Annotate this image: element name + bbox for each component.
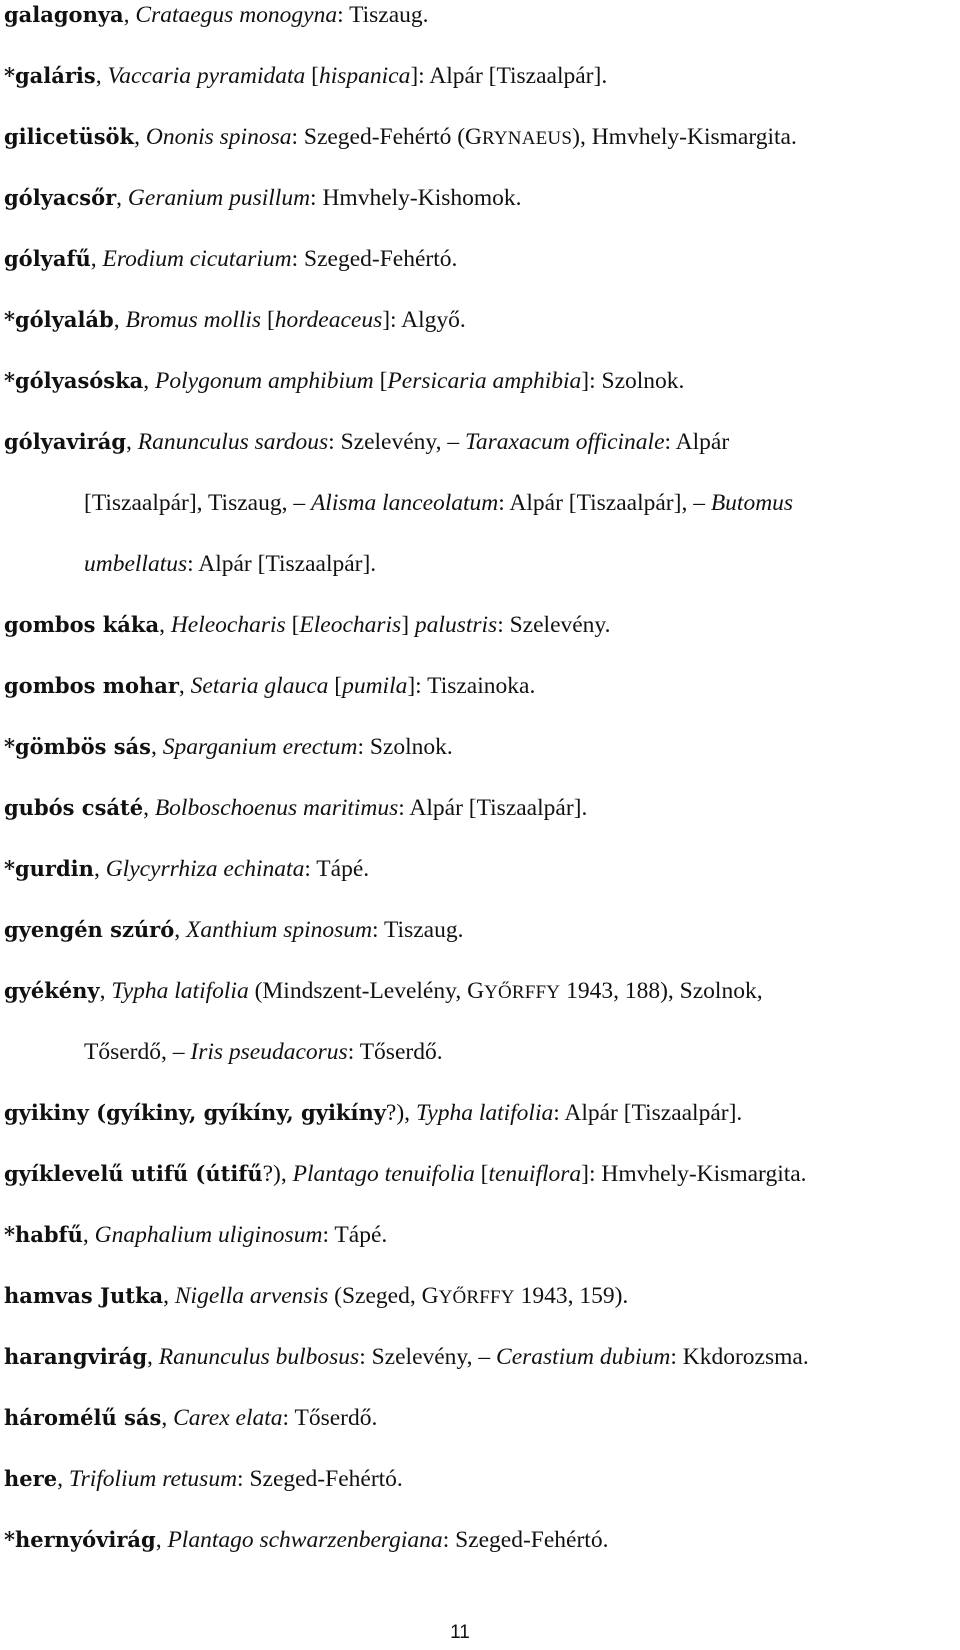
entry-text: : Szeged-Fehértó. xyxy=(291,246,458,272)
entry-text: , xyxy=(95,63,108,89)
entry-text: [ xyxy=(328,673,343,699)
latin-name: Heleocharis xyxy=(170,612,286,638)
headword: gombos mohar xyxy=(4,673,179,698)
latin-name: Nigella arvensis xyxy=(174,1283,329,1309)
entry-text: ]: Alpár [Tiszaalpár]. xyxy=(410,63,608,89)
entry-text: : Tőserdő. xyxy=(347,1039,443,1065)
entry-text: ]: Szolnok. xyxy=(581,368,685,394)
entry-line xyxy=(4,244,954,305)
latin-name: Ranunculus bulbosus xyxy=(158,1344,360,1370)
latin-name: Glycyrrhiza echinata xyxy=(105,856,305,882)
entry-line xyxy=(4,976,954,1037)
entry-line xyxy=(4,732,954,793)
entry-text: ?), xyxy=(262,1161,293,1187)
latin-name: Butomus xyxy=(710,490,794,516)
entry-text: 1943, 188), Szolnok, xyxy=(560,978,763,1004)
entry-line xyxy=(4,1098,954,1159)
latin-name: Iris pseudacorus xyxy=(190,1039,348,1065)
latin-name: Typha latifolia xyxy=(111,978,249,1004)
headword: *gólyasóska xyxy=(4,368,144,393)
headword: gubós csáté xyxy=(4,795,144,820)
headword: galagonya xyxy=(4,2,124,27)
entry-text: : Kkdorozsma. xyxy=(670,1344,809,1370)
entry-text: , xyxy=(57,1466,69,1492)
entry-text: : Szelevény. xyxy=(497,612,611,638)
latin-name: Erodium cicutarium xyxy=(102,246,292,272)
headword: *gurdin xyxy=(4,856,94,881)
latin-name: Trifolium retusum xyxy=(68,1466,238,1492)
entry-text: , xyxy=(90,246,103,272)
entry-text: : Szeged-Fehértó. xyxy=(237,1466,403,1492)
entry-text: : Szelevény, – xyxy=(328,429,465,455)
entry-text: : Tápé. xyxy=(322,1222,388,1248)
entry-text: : Alpár [Tiszaalpár], – xyxy=(498,490,711,516)
latin-name: Xanthium spinosum xyxy=(185,917,373,943)
entry-text: ]: Tiszainoka. xyxy=(407,673,536,699)
entry-text: , xyxy=(123,2,136,28)
latin-name: Bromus mollis xyxy=(125,307,262,333)
entry-text: , xyxy=(161,1405,174,1431)
author-smallcaps: YŐRFFY xyxy=(438,1287,515,1308)
entry-text: ?), xyxy=(385,1100,416,1126)
entry-continuation-line xyxy=(4,488,954,549)
latin-name: Typha latifolia xyxy=(415,1100,554,1126)
entry-text: [ xyxy=(285,612,300,638)
entry-line xyxy=(4,610,954,671)
latin-name: Cerastium dubium xyxy=(496,1344,671,1370)
entry-text: , xyxy=(143,795,155,821)
latin-name: pumila xyxy=(342,673,408,699)
entry-line xyxy=(4,305,954,366)
latin-name: Gnaphalium uliginosum xyxy=(94,1222,323,1248)
headword: *habfű xyxy=(4,1222,83,1247)
entry-text: [ xyxy=(373,368,388,394)
entry-text: , xyxy=(159,612,171,638)
entry-text: (Szeged, G xyxy=(328,1283,439,1309)
entry-line xyxy=(4,1220,954,1281)
latin-name: Carex elata xyxy=(173,1405,283,1431)
latin-name: Polygonum amphibium xyxy=(155,368,374,394)
entry-text: ] xyxy=(401,612,415,638)
entry-line xyxy=(4,366,954,427)
entry-line xyxy=(4,122,954,183)
entry-line xyxy=(4,0,954,61)
entry-text: : Tiszaug. xyxy=(337,2,429,28)
latin-name: Ononis spinosa xyxy=(145,124,292,150)
entry-text: , xyxy=(93,856,106,882)
entry-line xyxy=(4,793,954,854)
latin-name: Plantago tenuifolia xyxy=(292,1161,475,1187)
headword: harangvirág xyxy=(4,1344,148,1369)
glossary-entries xyxy=(4,0,954,1586)
entry-text: : Szelevény, – xyxy=(359,1344,497,1370)
entry-text: , xyxy=(134,124,146,150)
entry-text: : Alpár [Tiszaalpár]. xyxy=(187,551,377,577)
entry-line xyxy=(4,427,954,488)
entry-text: [ xyxy=(305,63,319,89)
entry-line xyxy=(4,1159,954,1220)
entry-text: (Mindszent-Levelény, G xyxy=(248,978,485,1004)
headword: gyikiny (gyíkiny, gyíkíny, gyikíny xyxy=(4,1100,386,1125)
latin-name: Ranunculus sardous xyxy=(137,429,329,455)
headword: gombos káka xyxy=(4,612,160,637)
entry-text: , xyxy=(143,368,156,394)
entry-text: : Alpár [Tiszaalpár]. xyxy=(398,795,588,821)
latin-name: Eleocharis xyxy=(299,612,402,638)
entry-text: : Tőserdő. xyxy=(282,1405,378,1431)
entry-line xyxy=(4,1342,954,1403)
latin-name: Bolboschoenus maritimus xyxy=(154,795,399,821)
latin-name: Geranium pusillum xyxy=(127,185,311,211)
entry-text: [Tiszaalpár], Tiszaug, – xyxy=(84,490,311,516)
entry-text: [ xyxy=(474,1161,489,1187)
entry-line xyxy=(4,1525,954,1586)
entry-text: 1943, 159). xyxy=(514,1283,629,1309)
latin-name: tenuiflora xyxy=(488,1161,582,1187)
headword: gólyacsőr xyxy=(4,185,117,210)
headword: gyíklevelű utifű (útifű xyxy=(4,1161,263,1186)
entry-text: : Tiszaug. xyxy=(372,917,464,943)
headword: gólyafű xyxy=(4,246,91,271)
entry-line xyxy=(4,1403,954,1464)
entry-text: : Tápé. xyxy=(304,856,370,882)
latin-name: hordeaceus xyxy=(274,307,383,333)
entry-text: , xyxy=(178,673,191,699)
latin-name: Setaria glauca xyxy=(190,673,329,699)
entry-text: : Szeged-Fehértó (G xyxy=(291,124,483,150)
latin-name: Vaccaria pyramidata xyxy=(107,63,306,89)
entry-line xyxy=(4,854,954,915)
entry-text: , xyxy=(126,429,138,455)
entry-continuation-line xyxy=(4,549,954,610)
entry-line xyxy=(4,183,954,244)
page-number: 11 xyxy=(450,1622,470,1643)
headword: *gólyaláb xyxy=(4,307,114,332)
entry-text: : Alpár [Tiszaalpár]. xyxy=(553,1100,743,1126)
entry-text: , xyxy=(82,1222,95,1248)
entry-text: : Szeged-Fehértó. xyxy=(442,1527,609,1553)
latin-name: palustris xyxy=(414,612,498,638)
entry-text: ), Hmvhely-Kismargita. xyxy=(572,124,797,150)
latin-name: Persicaria amphibia xyxy=(387,368,582,394)
latin-name: Taraxacum officinale xyxy=(465,429,665,455)
headword: here xyxy=(4,1466,58,1491)
entry-text: , xyxy=(147,1344,159,1370)
headword: hamvas Jutka xyxy=(4,1283,164,1308)
entry-text: : Szolnok. xyxy=(357,734,453,760)
entry-text: Tőserdő, – xyxy=(84,1039,191,1065)
entry-text: , xyxy=(163,1283,175,1309)
headword: *galáris xyxy=(4,63,96,88)
entry-line xyxy=(4,1281,954,1342)
latin-name: Sparganium erectum xyxy=(162,734,358,760)
author-smallcaps: RYNAEUS xyxy=(482,128,573,149)
entry-line xyxy=(4,1464,954,1525)
entry-text: , xyxy=(99,978,112,1004)
latin-name: umbellatus xyxy=(84,551,188,577)
headword: háromélű sás xyxy=(4,1405,162,1430)
entry-text: [ xyxy=(261,307,275,333)
entry-text: ]: Hmvhely-Kismargita. xyxy=(581,1161,807,1187)
entry-text: , xyxy=(116,185,128,211)
entry-text: , xyxy=(150,734,163,760)
headword: gyengén szúró xyxy=(4,917,175,942)
headword: *gömbös sás xyxy=(4,734,151,759)
entry-text: , xyxy=(174,917,186,943)
entry-text: , xyxy=(113,307,126,333)
entry-text: : Hmvhely-Kishomok. xyxy=(310,185,522,211)
latin-name: Alisma lanceolatum xyxy=(310,490,499,516)
latin-name: Crataegus monogyna xyxy=(135,2,338,28)
headword: gólyavirág xyxy=(4,429,127,454)
entry-line xyxy=(4,61,954,122)
headword: *hernyóvirág xyxy=(4,1527,156,1552)
entry-text: : Alpár xyxy=(664,429,730,455)
latin-name: hispanica xyxy=(318,63,411,89)
headword: gilicetüsök xyxy=(4,124,135,149)
entry-line xyxy=(4,671,954,732)
headword: gyékény xyxy=(4,978,100,1003)
entry-line xyxy=(4,915,954,976)
entry-continuation-line xyxy=(4,1037,954,1098)
author-smallcaps: YŐRFFY xyxy=(484,982,561,1003)
latin-name: Plantago schwarzenbergiana xyxy=(167,1527,443,1553)
entry-text: , xyxy=(155,1527,168,1553)
entry-text: ]: Algyő. xyxy=(382,307,466,333)
